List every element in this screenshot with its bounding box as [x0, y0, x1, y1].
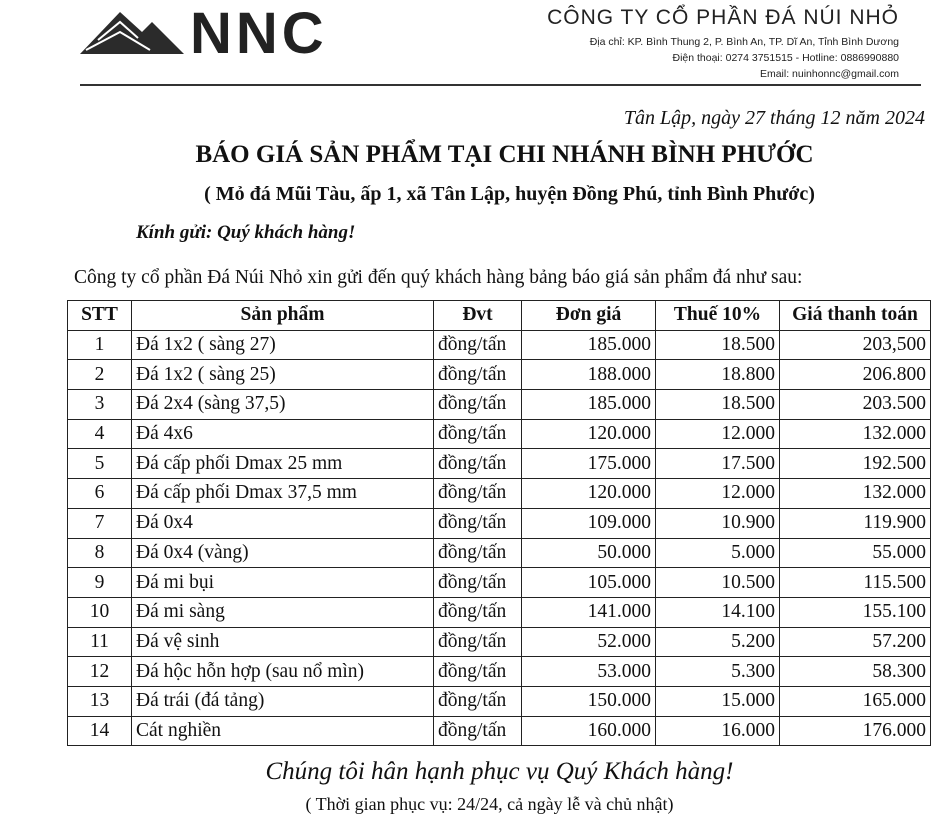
cell-unit-price: 150.000	[522, 686, 656, 716]
cell-product: Đá 2x4 (sàng 37,5)	[132, 390, 434, 420]
cell-total: 155.100	[780, 597, 931, 627]
cell-unit: đồng/tấn	[434, 330, 522, 360]
cell-stt: 12	[68, 657, 132, 687]
table-row	[68, 360, 931, 390]
cell-tax: 12.000	[656, 419, 780, 449]
cell-unit: đồng/tấn	[434, 568, 522, 598]
cell-tax: 17.500	[656, 449, 780, 479]
cell-unit-price: 52.000	[522, 627, 656, 657]
cell-stt: 8	[68, 538, 132, 568]
cell-product: Đá 0x4	[132, 508, 434, 538]
cell-stt: 6	[68, 479, 132, 509]
cell-total: 165.000	[780, 686, 931, 716]
cell-unit: đồng/tấn	[434, 627, 522, 657]
header-total: Giá thanh toán	[780, 301, 931, 331]
cell-total: 192.500	[780, 449, 931, 479]
cell-total: 176.000	[780, 716, 931, 746]
cell-unit: đồng/tấn	[434, 449, 522, 479]
table-row	[68, 390, 931, 420]
cell-total: 119.900	[780, 508, 931, 538]
cell-unit-price: 105.000	[522, 568, 656, 598]
cell-unit-price: 175.000	[522, 449, 656, 479]
cell-tax: 5.300	[656, 657, 780, 687]
cell-total: 55.000	[780, 538, 931, 568]
cell-total: 132.000	[780, 479, 931, 509]
cell-total: 57.200	[780, 627, 931, 657]
cell-total: 132.000	[780, 419, 931, 449]
logo-text: NNC	[190, 1, 328, 66]
cell-stt: 5	[68, 449, 132, 479]
header-stt: STT	[68, 301, 132, 331]
cell-unit-price: 120.000	[522, 419, 656, 449]
cell-unit-price: 120.000	[522, 479, 656, 509]
table-row	[68, 419, 931, 449]
cell-unit-price: 185.000	[522, 390, 656, 420]
cell-tax: 18.500	[656, 330, 780, 360]
table-row	[68, 479, 931, 509]
greeting: Kính gửi: Quý khách hàng!	[136, 222, 356, 243]
cell-product: Đá 4x6	[132, 419, 434, 449]
cell-unit: đồng/tấn	[434, 479, 522, 509]
cell-unit: đồng/tấn	[434, 716, 522, 746]
cell-stt: 4	[68, 419, 132, 449]
cell-tax: 10.500	[656, 568, 780, 598]
table-row	[68, 657, 931, 687]
intro-paragraph: Công ty cổ phần Đá Núi Nhỏ xin gửi đến quý khách hàng bảng báo giá sản phẩm đá như sau:	[74, 267, 803, 288]
company-address: Địa chỉ: KP. Bình Thung 2, P. Bình An, TP. Dĩ An, Tỉnh Bình Dương	[589, 36, 899, 48]
cell-product: Đá mi sàng	[132, 597, 434, 627]
table-row	[68, 330, 931, 360]
cell-unit: đồng/tấn	[434, 360, 522, 390]
cell-unit-price: 50.000	[522, 538, 656, 568]
document-title: BÁO GIÁ SẢN PHẨM TẠI CHI NHÁNH BÌNH PHƯỚC	[195, 141, 814, 168]
company-logo	[80, 1, 390, 66]
cell-tax: 16.000	[656, 716, 780, 746]
closing-message: Chúng tôi hân hạnh phục vụ Quý Khách hàng!	[265, 758, 734, 785]
cell-product: Đá 1x2 ( sàng 25)	[132, 360, 434, 390]
cell-stt: 9	[68, 568, 132, 598]
table-row	[68, 597, 931, 627]
cell-stt: 3	[68, 390, 132, 420]
cell-product: Đá hộc hỗn hợp (sau nổ mìn)	[132, 657, 434, 687]
cell-tax: 18.500	[656, 390, 780, 420]
mountain-logo-icon	[80, 10, 185, 56]
cell-stt: 11	[68, 627, 132, 657]
cell-product: Đá cấp phối Dmax 25 mm	[132, 449, 434, 479]
service-hours-note: ( Thời gian phục vụ: 24/24, cả ngày lễ và chủ nhật)	[305, 794, 674, 814]
cell-unit-price: 109.000	[522, 508, 656, 538]
cell-unit-price: 141.000	[522, 597, 656, 627]
cell-unit: đồng/tấn	[434, 538, 522, 568]
cell-unit-price: 160.000	[522, 716, 656, 746]
header-divider	[80, 84, 921, 86]
cell-unit: đồng/tấn	[434, 686, 522, 716]
cell-tax: 18.800	[656, 360, 780, 390]
header-product: Sản phẩm	[132, 301, 434, 331]
cell-unit-price: 53.000	[522, 657, 656, 687]
cell-product: Cát nghiền	[132, 716, 434, 746]
cell-stt: 7	[68, 508, 132, 538]
cell-stt: 2	[68, 360, 132, 390]
cell-unit: đồng/tấn	[434, 419, 522, 449]
price-table	[67, 300, 931, 746]
header-tax: Thuế 10%	[656, 301, 780, 331]
cell-tax: 10.900	[656, 508, 780, 538]
header-unit-price: Đơn giá	[522, 301, 656, 331]
company-name: CÔNG TY CỔ PHẦN ĐÁ NÚI NHỎ	[547, 6, 899, 29]
cell-tax: 12.000	[656, 479, 780, 509]
cell-unit: đồng/tấn	[434, 657, 522, 687]
cell-product: Đá cấp phối Dmax 37,5 mm	[132, 479, 434, 509]
cell-tax: 5.000	[656, 538, 780, 568]
cell-tax: 15.000	[656, 686, 780, 716]
cell-product: Đá 0x4 (vàng)	[132, 538, 434, 568]
cell-unit-price: 185.000	[522, 330, 656, 360]
cell-stt: 10	[68, 597, 132, 627]
cell-product: Đá trái (đá tảng)	[132, 686, 434, 716]
cell-product: Đá mi bụi	[132, 568, 434, 598]
table-row	[68, 686, 931, 716]
cell-total: 203.500	[780, 390, 931, 420]
cell-stt: 1	[68, 330, 132, 360]
cell-total: 58.300	[780, 657, 931, 687]
table-row	[68, 627, 931, 657]
cell-unit: đồng/tấn	[434, 390, 522, 420]
table-row	[68, 508, 931, 538]
cell-stt: 14	[68, 716, 132, 746]
table-row	[68, 449, 931, 479]
document-subtitle: ( Mỏ đá Mũi Tàu, ấp 1, xã Tân Lập, huyện Đồng Phú, tỉnh Bình Phước)	[204, 183, 815, 205]
cell-unit: đồng/tấn	[434, 508, 522, 538]
cell-total: 206.800	[780, 360, 931, 390]
table-header-row	[68, 301, 931, 331]
cell-unit-price: 188.000	[522, 360, 656, 390]
cell-stt: 13	[68, 686, 132, 716]
cell-product: Đá vệ sinh	[132, 627, 434, 657]
table-row	[68, 716, 931, 746]
table-row	[68, 538, 931, 568]
cell-total: 203,500	[780, 330, 931, 360]
header-unit: Đvt	[434, 301, 522, 331]
company-email: Email: nuinhonnc@gmail.com	[759, 68, 899, 80]
date-line: Tân Lập, ngày 27 tháng 12 năm 2024	[623, 107, 925, 129]
company-phone: Điện thoại: 0274 3751515 - Hotline: 0886990880	[672, 52, 899, 64]
cell-total: 115.500	[780, 568, 931, 598]
cell-product: Đá 1x2 ( sàng 27)	[132, 330, 434, 360]
cell-tax: 5.200	[656, 627, 780, 657]
table-row	[68, 568, 931, 598]
cell-tax: 14.100	[656, 597, 780, 627]
cell-unit: đồng/tấn	[434, 597, 522, 627]
